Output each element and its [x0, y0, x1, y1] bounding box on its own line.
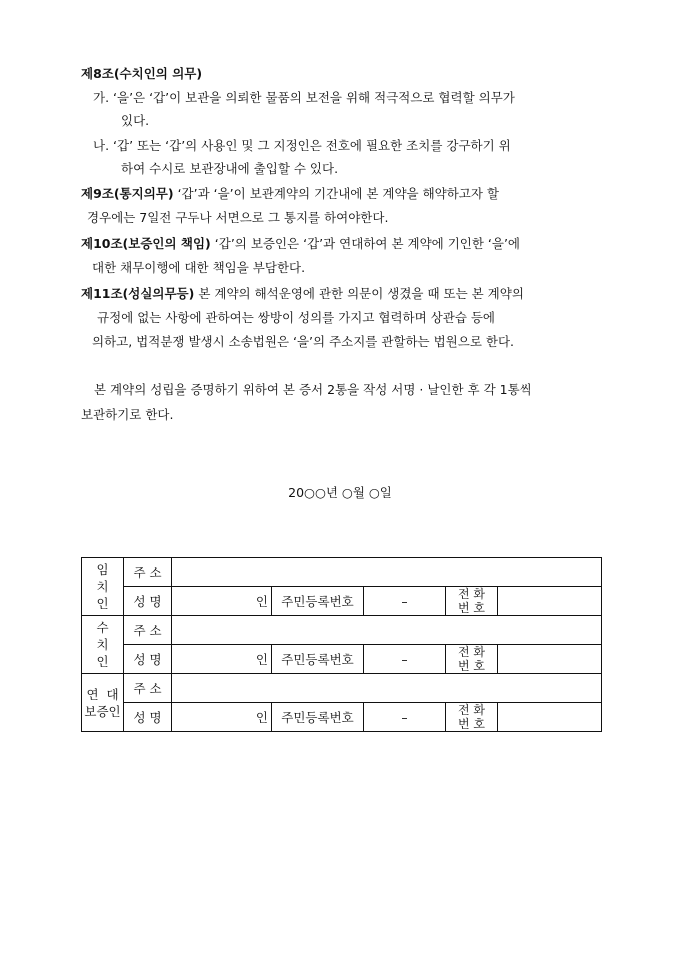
phone-label: 전 화 번 호 [446, 703, 498, 732]
guarantor-name-row [82, 703, 602, 732]
article-9-title: 제9조(통지의무) [81, 186, 174, 201]
article-9-line-1 [81, 186, 499, 202]
article-8-item-ga-line-1: 가. ‘을’은 ‘갑’이 보관을 의뢰한 물품의 보전을 위해 적극적으로 협력할 의무가 [93, 90, 515, 105]
phone-field[interactable] [498, 703, 602, 732]
seal-mark: 인 [172, 587, 272, 616]
article-9-line-2: 경우에는 7일전 구두나 서면으로 그 통지를 하여야한다. [87, 210, 389, 225]
contract-date: 20○○년 ○월 ○일 [288, 485, 392, 500]
resident-number-field[interactable]: – [364, 645, 446, 674]
article-11-line-3: 의하고, 법적분쟁 발생시 소송법원은 ‘을’의 주소지를 관할하는 법원으로 한다. [92, 334, 515, 349]
resident-number-label: 주민등록번호 [272, 703, 364, 732]
address-label: 주 소 [124, 616, 172, 645]
seal-mark: 인 [172, 703, 272, 732]
role-custodian: 수 치 인 [82, 616, 124, 674]
resident-number-field[interactable]: – [364, 587, 446, 616]
guarantor-address-field[interactable] [172, 674, 602, 703]
article-11-line-1 [81, 286, 524, 302]
article-8-item-na-line-2: 하여 수시로 보관장내에 출입할 수 있다. [121, 161, 339, 176]
closing-line-2: 보관하기로 한다. [81, 407, 174, 422]
custodian-address-row [82, 616, 602, 645]
resident-number-field[interactable]: – [364, 703, 446, 732]
role-joint-guarantor: 연 대 보증인 [82, 674, 124, 732]
article-11-line-2: 규정에 없는 사항에 관하여는 쌍방이 성의를 가지고 협력하며 상관습 등에 [97, 310, 496, 325]
guarantor-address-row [82, 674, 602, 703]
name-label: 성 명 [124, 645, 172, 674]
name-label: 성 명 [124, 587, 172, 616]
custodian-address-field[interactable] [172, 616, 602, 645]
address-label: 주 소 [124, 674, 172, 703]
name-label: 성 명 [124, 703, 172, 732]
article-11-title: 제11조(성실의무등) [81, 286, 195, 301]
resident-number-label: 주민등록번호 [272, 645, 364, 674]
article-9-text-1: ‘갑’과 ‘을’이 보관계약의 기간내에 본 계약을 해약하고자 할 [177, 186, 499, 201]
article-10-line-1 [81, 236, 520, 252]
article-8-item-na-line-1: 나. ‘갑’ 또는 ‘갑’의 사용인 및 그 지정인은 전호에 필요한 조치를 강구하기 위 [93, 138, 511, 153]
phone-field[interactable] [498, 587, 602, 616]
address-label: 주 소 [124, 558, 172, 587]
depositor-name-row [82, 587, 602, 616]
seal-mark: 인 [172, 645, 272, 674]
phone-label: 전 화 번 호 [446, 645, 498, 674]
role-depositor: 임 치 인 [82, 558, 124, 616]
article-11-text-1: 본 계약의 해석운영에 관한 의문이 생겼을 때 또는 본 계약의 [198, 286, 524, 301]
signature-table [81, 557, 602, 732]
article-10-text-1: ‘갑’의 보증인은 ‘갑’과 연대하여 본 계약에 기인한 ‘을’에 [214, 236, 520, 251]
phone-label: 전 화 번 호 [446, 587, 498, 616]
resident-number-label: 주민등록번호 [272, 587, 364, 616]
custodian-name-row [82, 645, 602, 674]
phone-field[interactable] [498, 645, 602, 674]
depositor-address-row [82, 558, 602, 587]
closing-line-1: 본 계약의 성립을 증명하기 위하여 본 증서 2통을 작성 서명 · 날인한 후 각 1통씩 [94, 382, 532, 397]
article-10-title: 제10조(보증인의 책임) [81, 236, 211, 251]
article-8-title: 제8조(수치인의 의무) [81, 66, 203, 81]
depositor-address-field[interactable] [172, 558, 602, 587]
article-8-item-ga-line-2: 있다. [121, 113, 150, 128]
article-10-line-2: 대한 채무이행에 대한 책임을 부담한다. [92, 260, 306, 275]
